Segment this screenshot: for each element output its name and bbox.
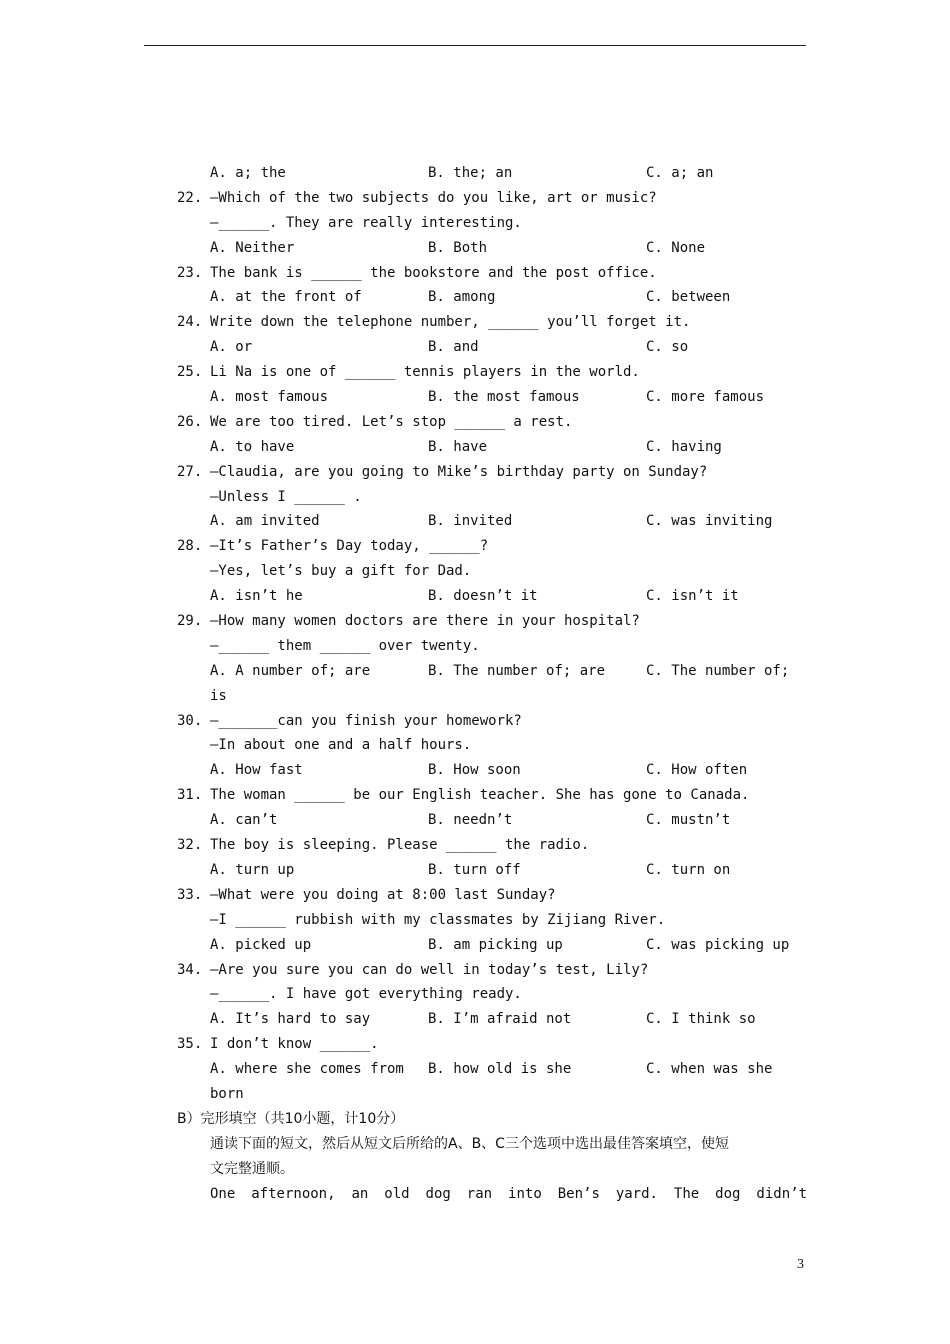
option-a: A. or — [210, 339, 253, 356]
options-row — [177, 509, 807, 534]
option-a: A. A number of; are — [210, 662, 371, 679]
option-c: C. isn’t it — [646, 588, 739, 605]
question-number: 28. — [177, 538, 203, 555]
passage-line: One afternoon, an old dog ran into Ben’s yard. The dog didn’t — [210, 1185, 807, 1202]
question-text: I don’t know ______. — [210, 1036, 379, 1053]
question-33 — [177, 883, 807, 908]
option-b: B. am picking up — [428, 936, 563, 953]
option-c: C. The number of; — [646, 662, 790, 679]
option-b: B. The number of; are — [428, 662, 606, 679]
page-number: 3 — [797, 1257, 804, 1272]
question-25 — [177, 360, 807, 385]
options-row — [177, 659, 807, 684]
option-a: A. It’s hard to say — [210, 1011, 371, 1028]
dialogue-line: —Unless I ______ . — [210, 488, 362, 505]
question-text: —It’s Father’s Day today, ______? — [210, 538, 489, 555]
question-28 — [177, 534, 807, 559]
question-35 — [177, 1032, 807, 1057]
dialogue-line: —In about one and a half hours. — [210, 737, 472, 754]
question-30 — [177, 709, 807, 734]
instruction-line: 文完整通顺。 — [210, 1160, 294, 1177]
section-heading: B）完形填空（共10小题，计10分） — [177, 1110, 405, 1127]
options-row — [177, 285, 807, 310]
options-row — [177, 933, 807, 958]
question-number: 27. — [177, 463, 203, 480]
option-a: A. How fast — [210, 762, 303, 779]
options-row — [177, 808, 807, 833]
option-a: A. isn’t he — [210, 588, 303, 605]
question-text: Li Na is one of ______ tennis players in the world. — [210, 364, 640, 381]
option-b: B. Both — [428, 239, 488, 256]
option-c: C. a; an — [646, 165, 714, 181]
question-text: The boy is sleeping. Please ______ the radio. — [210, 837, 590, 854]
option-c: C. How often — [646, 762, 748, 779]
question-number: 25. — [177, 364, 203, 381]
options-row — [177, 858, 807, 883]
question-text: We are too tired. Let’s stop ______ a rest. — [210, 413, 573, 430]
question-number: 26. — [177, 413, 203, 430]
dialogue-line: —I ______ rubbish with my classmates by Zijiang River. — [210, 911, 666, 928]
option-a: A. Neither — [210, 239, 295, 256]
dialogue-line: —______. I have got everything ready. — [210, 986, 522, 1003]
option-b: B. the most famous — [428, 389, 580, 406]
option-a: A. turn up — [210, 861, 295, 878]
option-b: B. and — [428, 339, 479, 356]
option-c: C. I think so — [646, 1011, 756, 1028]
option-a: A. am invited — [210, 513, 320, 530]
option-a: A. a; the — [210, 165, 286, 181]
question-text: —What were you doing at 8:00 last Sunday? — [210, 886, 556, 903]
option-c: C. was picking up — [646, 936, 790, 953]
question-32 — [177, 833, 807, 858]
option-b: B. invited — [428, 513, 513, 530]
option-c: C. more famous — [646, 389, 765, 406]
option-b: B. doesn’t it — [428, 588, 538, 605]
option-b: B. among — [428, 289, 496, 306]
question-number: 32. — [177, 837, 203, 854]
question-number: 23. — [177, 264, 203, 281]
options-row — [177, 435, 807, 460]
option-a: A. can’t — [210, 812, 278, 829]
option-continuation: is — [210, 687, 227, 704]
options-row — [177, 236, 807, 261]
option-b: B. how old is she — [428, 1061, 572, 1078]
question-text: Write down the telephone number, ______ you’ll forget it. — [210, 314, 691, 331]
exam-page-content — [177, 161, 807, 1206]
option-a: A. to have — [210, 438, 295, 455]
question-text: The woman ______ be our English teacher. She has gone to Canada. — [210, 787, 750, 804]
question-26 — [177, 410, 807, 435]
question-number: 24. — [177, 314, 203, 331]
option-b: B. I’m afraid not — [428, 1011, 572, 1028]
dialogue-line: —______. They are really interesting. — [210, 214, 522, 231]
option-b: B. have — [428, 438, 488, 455]
option-c: C. between — [646, 289, 731, 306]
question-34 — [177, 958, 807, 983]
option-a: A. picked up — [210, 936, 312, 953]
option-c: C. so — [646, 339, 689, 356]
option-continuation: born — [210, 1085, 244, 1102]
question-text: The bank is ______ the bookstore and the post office. — [210, 264, 657, 281]
options-row — [177, 1007, 807, 1032]
question-27 — [177, 460, 807, 485]
option-c: C. was inviting — [646, 513, 773, 530]
options-row — [177, 1057, 807, 1082]
question-number: 29. — [177, 613, 203, 630]
dialogue-line: —______ them ______ over twenty. — [210, 637, 480, 654]
question-31 — [177, 783, 807, 808]
question-number: 31. — [177, 787, 203, 804]
options-row — [177, 335, 807, 360]
option-a: A. most famous — [210, 389, 329, 406]
question-number: 35. — [177, 1036, 203, 1053]
option-c: C. when was she — [646, 1061, 773, 1078]
instruction-line: 通读下面的短文，然后从短文后所给的A、B、C三个选项中选出最佳答案填空，使短 — [210, 1135, 729, 1152]
option-b: B. turn off — [428, 861, 521, 878]
options-row — [177, 385, 807, 410]
option-c: C. None — [646, 239, 706, 256]
options-row — [177, 584, 807, 609]
question-number: 33. — [177, 886, 203, 903]
question-text: —Are you sure you can do well in today’s test, Lily? — [210, 961, 649, 978]
dialogue-line: —Yes, let’s buy a gift for Dad. — [210, 563, 472, 580]
question-text: —Claudia, are you going to Mike’s birthday party on Sunday? — [210, 463, 708, 480]
option-b: B. the; an — [428, 165, 513, 181]
question-22 — [177, 186, 807, 211]
question-number: 30. — [177, 712, 203, 729]
option-b: B. How soon — [428, 762, 521, 779]
question-text: —How many women doctors are there in your hospital? — [210, 613, 640, 630]
options-row — [177, 758, 807, 783]
option-b: B. needn’t — [428, 812, 513, 829]
header-rule — [144, 45, 806, 46]
option-c: C. having — [646, 438, 722, 455]
question-24 — [177, 310, 807, 335]
options-row — [177, 161, 807, 186]
option-c: C. mustn’t — [646, 812, 731, 829]
question-text: —Which of the two subjects do you like, art or music? — [210, 189, 657, 206]
option-a: A. where she comes from — [210, 1061, 404, 1078]
option-a: A. at the front of — [210, 289, 362, 306]
question-text: —_______can you finish your homework? — [210, 712, 522, 729]
option-c: C. turn on — [646, 861, 731, 878]
question-number: 22. — [177, 189, 203, 206]
question-29 — [177, 609, 807, 634]
question-number: 34. — [177, 961, 203, 978]
question-23 — [177, 261, 807, 286]
